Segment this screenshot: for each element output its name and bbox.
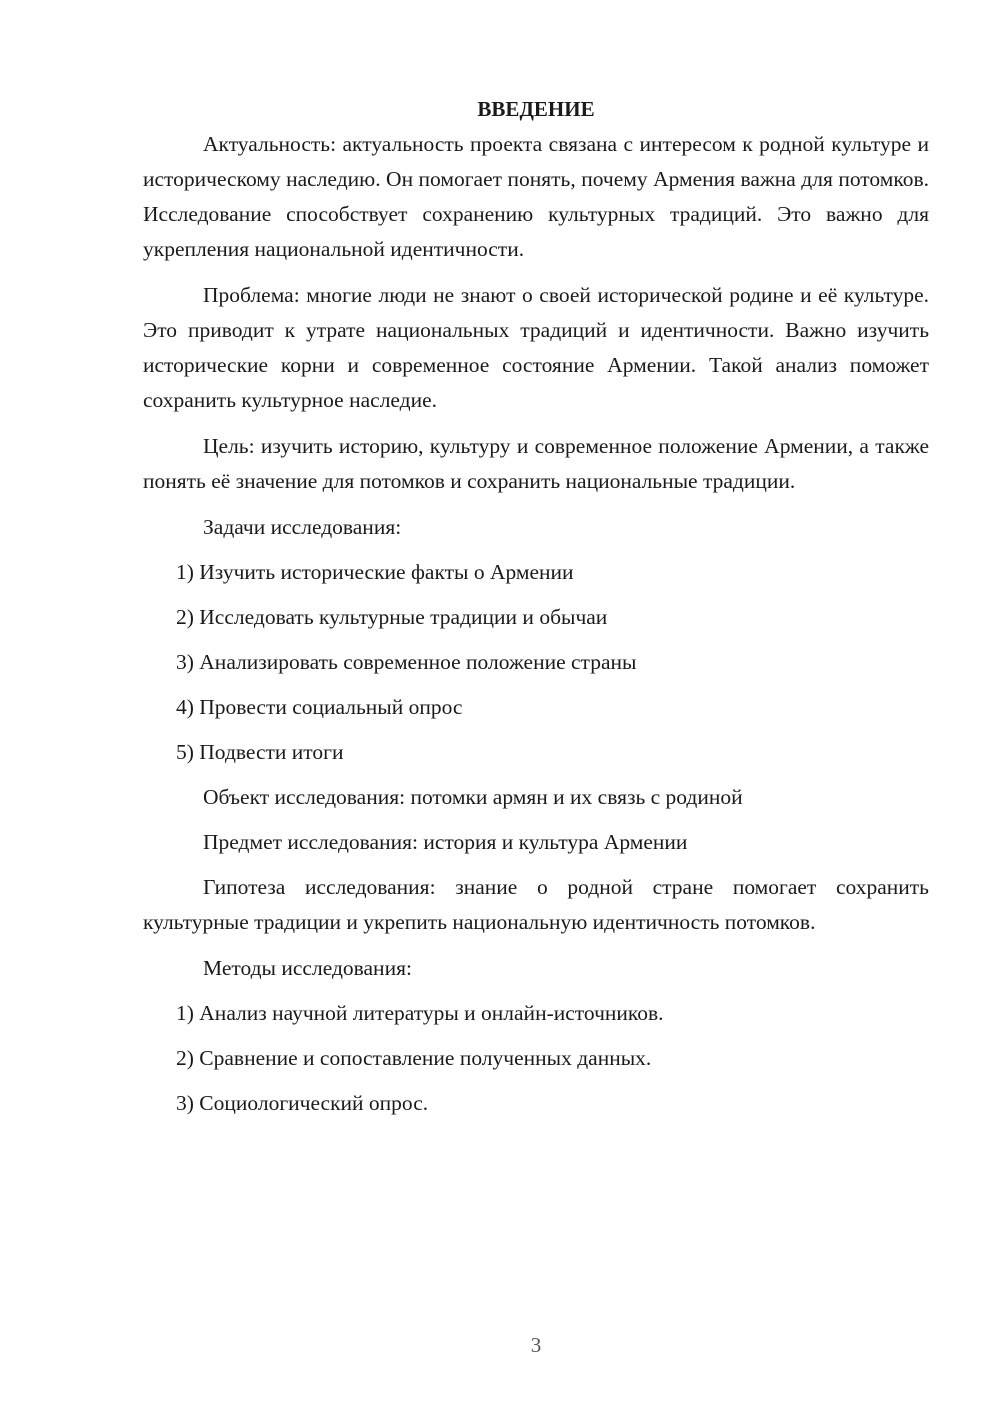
document-page	[143, 92, 929, 1131]
tasks-list	[143, 555, 929, 770]
list-item: 1) Изучить исторические факты о Армении	[176, 560, 574, 584]
page-title: ВВЕДЕНИЕ	[477, 97, 595, 121]
subject-paragraph: Предмет исследования: история и культура Армении	[203, 830, 688, 854]
list-item: 2) Сравнение и сопоставление полученных данных.	[176, 1046, 652, 1070]
list-item: 4) Провести социальный опрос	[176, 695, 463, 719]
relevance-paragraph: Актуальность: актуальность проекта связана с интересом к родной культуре и историческому наследию. Он помогает понять, почему Армения важна для потомков. Исследование способствует сохранению культурных традиций. Это важно для укрепления национальной идентичности.	[143, 132, 929, 261]
goal-paragraph: Цель: изучить историю, культуру и современное положение Армении, а также понять её значение для потомков и сохранить национальные традиции.	[143, 434, 929, 493]
problem-paragraph: Проблема: многие люди не знают о своей исторической родине и её культуре. Это приводит к утрате национальных традиций и идентичности. Важно изучить исторические корни и современное состояние Армении. Такой анализ поможет сохранить культурное наследие.	[143, 283, 929, 412]
methods-list	[143, 996, 929, 1121]
list-item: 5) Подвести итоги	[176, 740, 344, 764]
list-item: 2) Исследовать культурные традиции и обычаи	[176, 605, 608, 629]
list-item: 3) Социологический опрос.	[176, 1091, 429, 1115]
object-paragraph: Объект исследования: потомки армян и их связь с родиной	[203, 785, 743, 809]
page-number: 3	[530, 1333, 542, 1357]
methods-label: Методы исследования:	[203, 956, 412, 980]
hypothesis-paragraph: Гипотеза исследования: знание о родной стране помогает сохранить культурные традиции и укрепить национальную идентичность потомков.	[143, 875, 929, 934]
list-item: 1) Анализ научной литературы и онлайн-источников.	[176, 1001, 664, 1025]
tasks-label: Задачи исследования:	[203, 515, 402, 539]
list-item: 3) Анализировать современное положение страны	[176, 650, 637, 674]
